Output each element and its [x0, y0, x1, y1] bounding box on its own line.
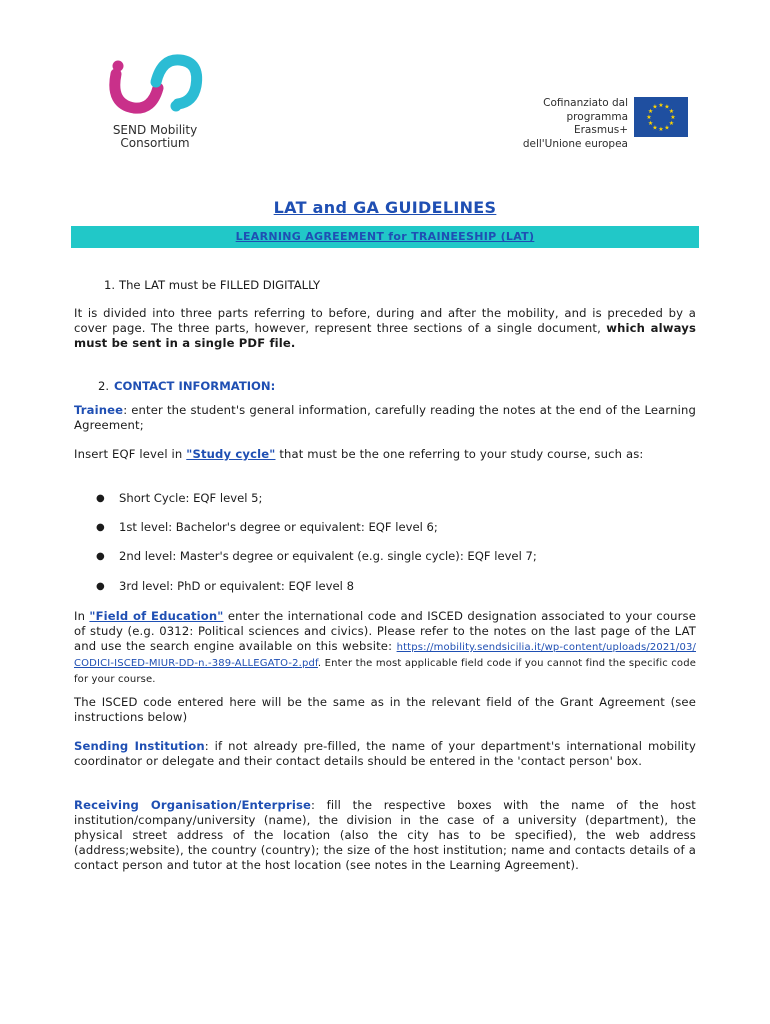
- eqf-intro-b: that must be the one referring to your study course, such as:: [275, 447, 644, 461]
- sending-text: : if not already pre-filled, the name of your department's international mobility coordinator or delegate and their contact details should be entered in the 'contact person' box.: [74, 739, 696, 768]
- bullet-icon: ●: [96, 493, 105, 504]
- section2-heading: CONTACT INFORMATION:: [114, 379, 276, 393]
- trainee-label: Trainee: [74, 403, 124, 417]
- trainee-text: : enter the student's general information, carefully reading the notes at the end of the Learning Agreement;: [74, 403, 696, 432]
- org-name-line2: Consortium: [120, 136, 190, 150]
- eu-flag-icon: [634, 97, 688, 137]
- section1-bold-text: which always must be sent in a single PDF file.: [74, 321, 696, 350]
- field-of-education-term: "Field of Education": [89, 609, 224, 623]
- isced-codes-link[interactable]: https://mobility.sendsicilia.it/wp-content/uploads/2021/03/CODICI-ISCED-MIUR-DD-n.-389-ALLEGATO-2.pdf: [74, 642, 696, 669]
- eu-star-icon: ★: [670, 114, 676, 121]
- eu-funding-text: [516, 97, 628, 151]
- section-banner: [71, 226, 699, 248]
- bullet-icon: ●: [96, 581, 105, 592]
- eu-star-icon: ★: [664, 124, 670, 132]
- eu-star-icon: ★: [646, 114, 652, 121]
- field-of-education-paragraph: [74, 609, 696, 687]
- field-a: In: [74, 609, 90, 623]
- section1-text: It is divided into three parts referring to before, during and after the mobility, and is preceded by a cover page. The three parts, however, represent three sections of a single document,: [74, 306, 696, 335]
- bullet-icon: ●: [96, 551, 105, 562]
- section1-paragraph: [74, 306, 696, 351]
- banner-text: LEARNING AGREEMENT for TRAINEESHIP (LAT): [235, 230, 535, 243]
- list-item-text: 3rd level: PhD or equivalent: EQF level 8: [119, 579, 354, 593]
- section1-heading: The LAT must be FILLED DIGITALLY: [119, 278, 321, 292]
- receiving-organisation-paragraph: [74, 798, 696, 873]
- eqf-paragraph: [74, 447, 696, 462]
- eu-line1: Cofinanziato dal: [543, 97, 628, 109]
- document-title: LAT and GA GUIDELINES: [273, 198, 497, 217]
- eu-star-icon: ★: [658, 126, 664, 133]
- eu-star-icon: ★: [647, 120, 654, 127]
- eqf-intro-a: Insert EQF level in: [74, 447, 187, 461]
- eu-star-icon: ★: [664, 103, 670, 111]
- study-cycle-term: "Study cycle": [186, 447, 276, 461]
- eu-star-icon: ★: [652, 103, 658, 111]
- org-name-line1: SEND Mobility: [112, 123, 198, 137]
- send-logo: [100, 52, 210, 156]
- org-name: [100, 124, 210, 150]
- eu-star-icon: ★: [658, 102, 664, 109]
- list-item-text: 2nd level: Master's degree or equivalent (e.g. single cycle): EQF level 7;: [119, 549, 537, 563]
- eu-funding-badge: [516, 94, 691, 150]
- list-item-text: 1st level: Bachelor's degree or equivalent: EQF level 6;: [119, 520, 438, 534]
- send-swirl-logo-icon: [106, 52, 204, 116]
- receiving-text: : fill the respective boxes with the name of the host institution/company/university (name), the division in the case of a university (department), the physical street address of the location (also the city has to be specified), the web address (address;website), the country (country); the size of the host institution; name and contacts details of a contact person and tutor at the host location (see notes in the Learning Agreement).: [74, 798, 696, 872]
- bullet-icon: ●: [96, 522, 105, 533]
- eu-line3: dell'Unione europea: [522, 137, 628, 150]
- eu-star-icon: ★: [647, 108, 654, 115]
- field-note: . Enter the most applicable field code if you cannot find the specific code for your course.: [74, 658, 696, 685]
- section2-number: 2.: [98, 379, 110, 393]
- eu-star-icon: ★: [652, 124, 658, 132]
- receiving-label: Receiving Organisation/Enterprise: [74, 798, 312, 812]
- field-b: enter the international code and ISCED designation associated to your course of study (e.g. 0312: Political sciences and civics). Please refer to the notes on the last page of the LAT and use the search engine available on this website:: [74, 609, 696, 653]
- list-item-text: Short Cycle: EQF level 5;: [119, 491, 263, 505]
- sending-institution-paragraph: [74, 739, 696, 769]
- eu-star-icon: ★: [668, 108, 675, 115]
- isced-paragraph: [74, 695, 696, 725]
- trainee-paragraph: [74, 403, 696, 433]
- isced-text: The ISCED code entered here will be the same as in the relevant field of the Grant Agreement (see instructions below): [74, 695, 696, 724]
- eu-line2: programma Erasmus+: [566, 110, 628, 136]
- section1-number: 1.: [104, 278, 116, 292]
- sending-label: Sending Institution: [74, 739, 205, 753]
- eu-star-icon: ★: [668, 120, 675, 127]
